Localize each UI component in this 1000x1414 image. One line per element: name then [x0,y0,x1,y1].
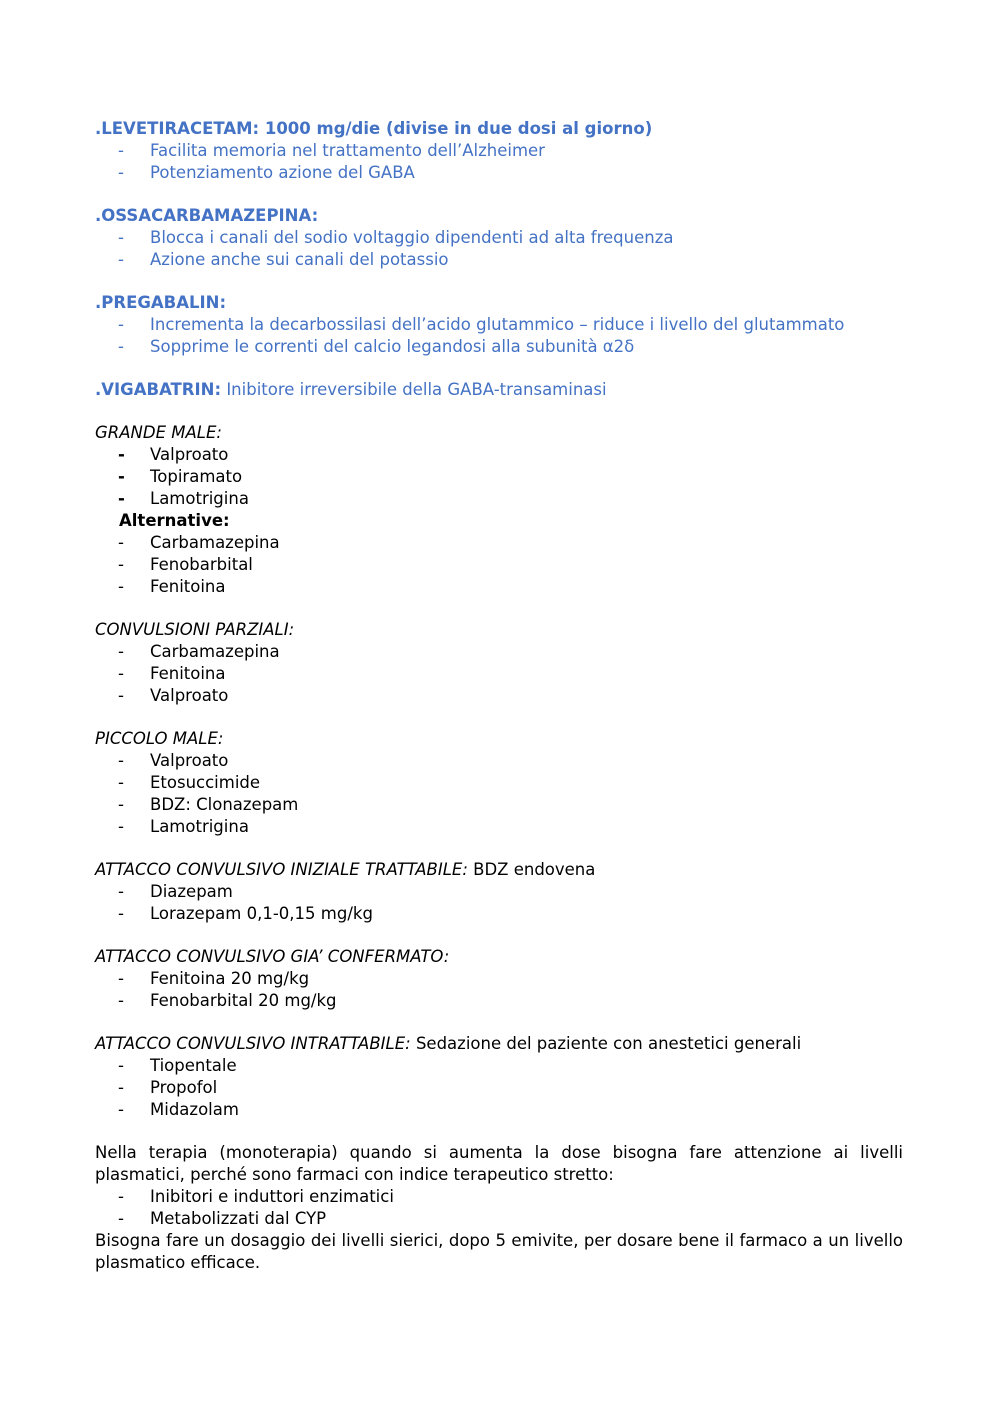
oxcarbazepine-heading: .OSSACARBAMAZEPINA: [95,206,319,225]
list-item: - Inibitori e induttori enzimatici [118,1187,394,1206]
bullet-dash: - [118,315,124,334]
list-item: - Etosuccimide [118,773,261,792]
list-item: - Tiopentale [118,1056,237,1075]
bullet-dash: - [118,250,124,269]
convulsioni-parziali-heading: CONVULSIONI PARZIALI: [95,620,295,639]
list-item: - Midazolam [118,1100,239,1119]
list-item: - Lamotrigina [118,817,249,836]
attacco-intrattabile-text: Sedazione del paziente con anestetici generali [415,1034,802,1053]
list-item: - Propofol [118,1078,218,1097]
list-item: - Diazepam [118,882,233,901]
bullet-dash: - [118,664,124,683]
pregabalin-heading: .PREGABALIN: [95,293,227,312]
vigabatrin-heading: .VIGABATRIN: [95,380,222,399]
bullet-dash: - [118,991,124,1010]
list-item: - Valproato [118,686,229,705]
document-content [95,118,903,1274]
list-item: - Blocca i canali del sodio voltaggio dipendenti ad alta frequenza [118,228,674,247]
attacco-intrattabile-heading: ATTACCO CONVULSIVO INTRATTABILE: [95,1034,411,1053]
list-item: - Lamotrigina [118,489,249,508]
list-item: - Potenziamento azione del GABA [118,163,415,182]
list-item: - Azione anche sui canali del potassio [118,250,449,269]
attacco-iniziale-heading: ATTACCO CONVULSIVO INIZIALE TRATTABILE: [95,860,468,879]
bullet-dash: - [118,795,124,814]
therapy-intro-paragraph: Nella terapia (monoterapia) quando si aumenta la dose bisogna fare attenzione ai livelli plasmatici, perché sono farmaci con indice terapeutico stretto: [95,1143,903,1184]
bullet-dash: - [118,467,125,486]
attacco-intrattabile-line [95,1033,903,1055]
levetiracetam-heading: .LEVETIRACETAM: 1000 mg/die (divise in due dosi al giorno) [95,119,653,138]
bullet-dash: - [118,1209,124,1228]
bullet-dash: - [118,555,124,574]
bullet-dash: - [118,141,124,160]
bullet-dash: - [118,904,124,923]
bullet-dash: - [118,1056,124,1075]
attacco-iniziale-line [95,859,903,881]
list-item: - Metabolizzati dal CYP [118,1209,327,1228]
list-item: - Fenitoina 20 mg/kg [118,969,310,988]
alternative-label: Alternative: [119,511,230,530]
bullet-dash: - [118,337,124,356]
vigabatrin-text: Inibitore irreversibile della GABA-transaminasi [226,380,607,399]
therapy-conclusion-paragraph: Bisogna fare un dosaggio dei livelli sierici, dopo 5 emivite, per dosare bene il farmaco a un livello plasmatico efficace. [95,1231,903,1272]
list-item: - Carbamazepina [118,533,280,552]
list-item: - Facilita memoria nel trattamento dell’Alzheimer [118,141,545,160]
vigabatrin-line [95,379,903,401]
grande-male-heading: GRANDE MALE: [95,423,222,442]
list-item: - Valproato [118,445,229,464]
list-item: - Fenobarbital 20 mg/kg [118,991,337,1010]
bullet-dash: - [118,686,124,705]
list-item: - BDZ: Clonazepam [118,795,299,814]
bullet-dash: - [118,489,125,508]
bullet-dash: - [118,773,124,792]
list-item: - Carbamazepina [118,642,280,661]
piccolo-male-heading: PICCOLO MALE: [95,729,224,748]
list-item: - Lorazepam 0,1-0,15 mg/kg [118,904,373,923]
attacco-confermato-heading: ATTACCO CONVULSIVO GIA’ CONFERMATO: [95,947,450,966]
list-item: - Fenobarbital [118,555,253,574]
list-item: - Incrementa la decarbossilasi dell’acido glutammico – riduce i livello del glutammato [118,315,845,334]
bullet-dash: - [118,1078,124,1097]
list-item: - Topiramato [118,467,243,486]
list-item: - Fenitoina [118,664,226,683]
bullet-dash: - [118,751,124,770]
attacco-iniziale-text: BDZ endovena [473,860,596,879]
bullet-dash: - [118,969,124,988]
list-item: - Fenitoina [118,577,226,596]
bullet-dash: - [118,1187,124,1206]
bullet-dash: - [118,882,124,901]
bullet-dash: - [118,533,124,552]
bullet-dash: - [118,163,124,182]
bullet-dash: - [118,445,125,464]
bullet-dash: - [118,1100,124,1119]
bullet-dash: - [118,817,124,836]
bullet-dash: - [118,228,124,247]
list-item: - Sopprime le correnti del calcio legandosi alla subunità α2δ [118,337,635,356]
list-item: - Valproato [118,751,229,770]
bullet-dash: - [118,642,124,661]
bullet-dash: - [118,577,124,596]
